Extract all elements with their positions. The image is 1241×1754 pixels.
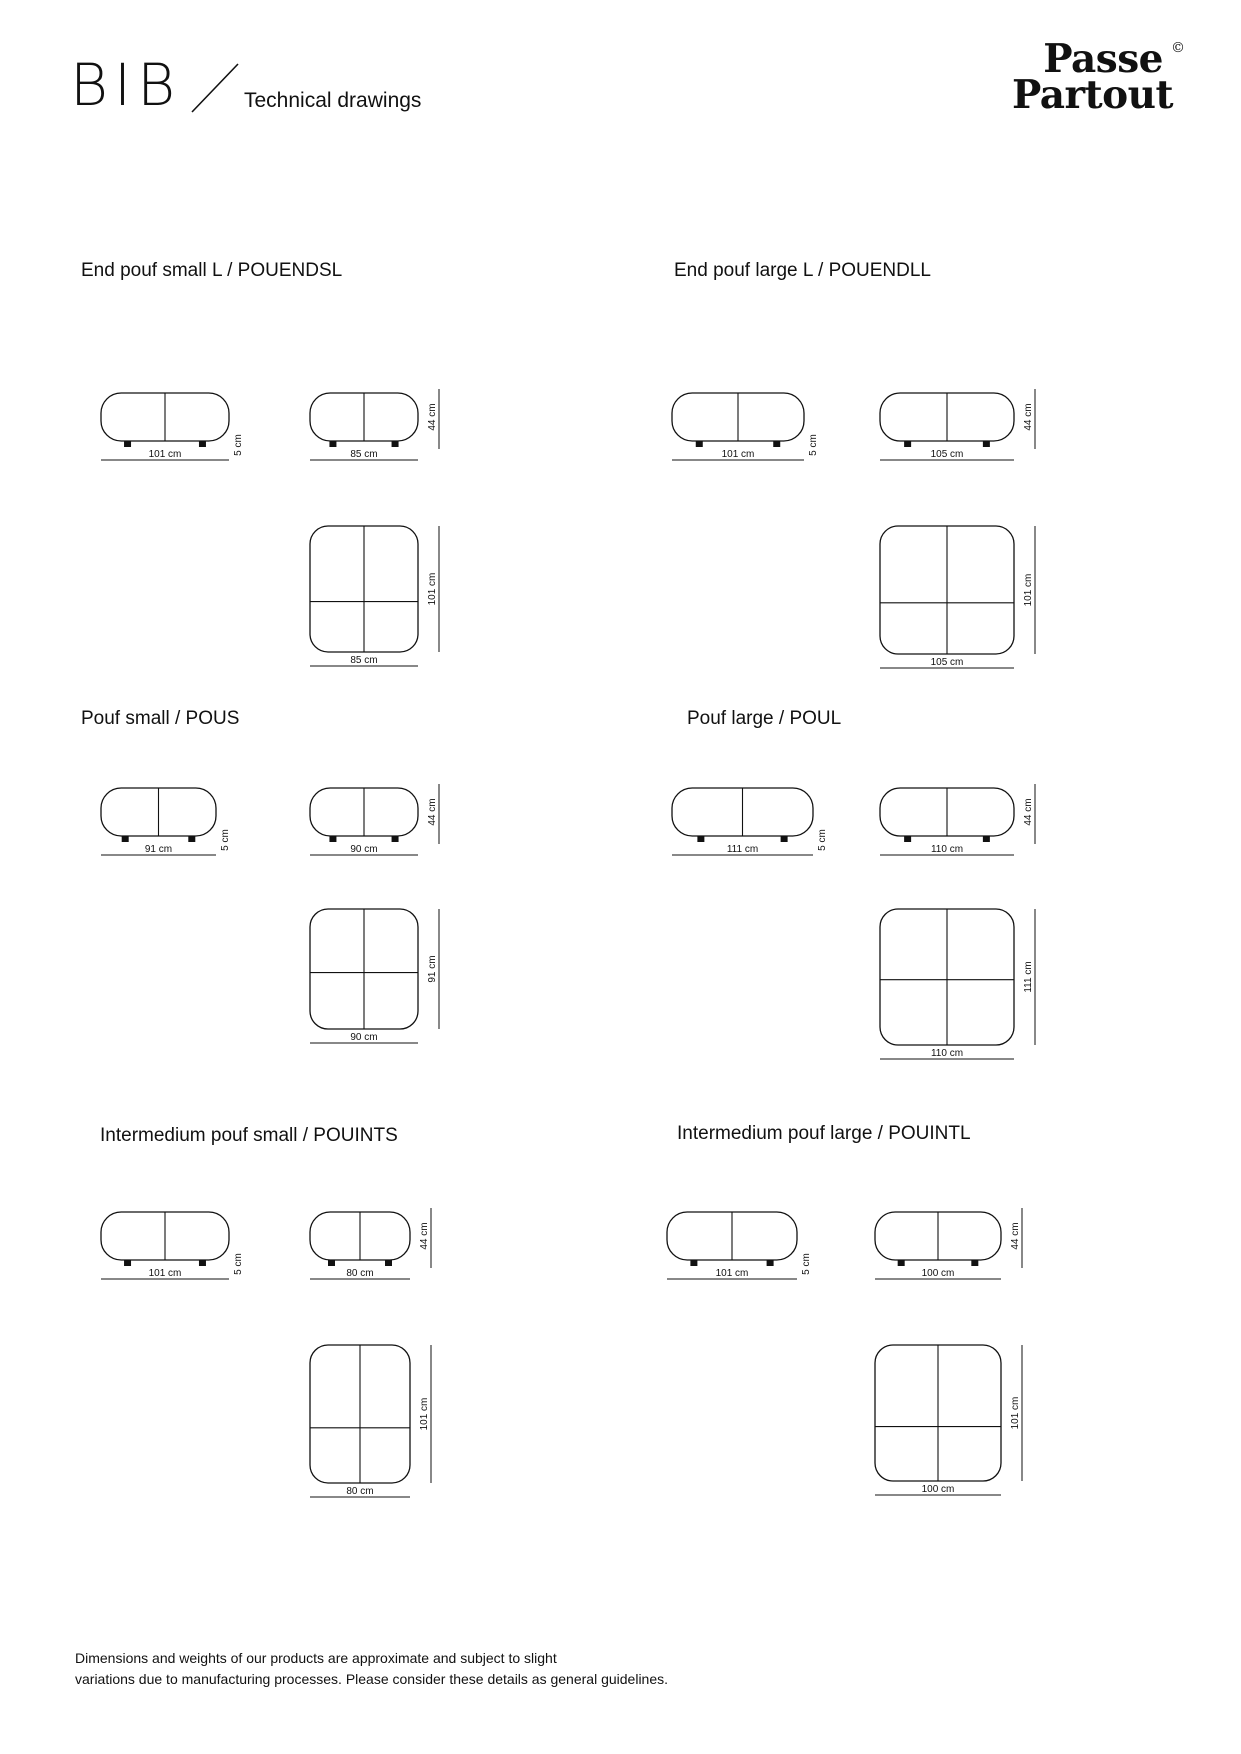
top-view-pouintl-depth-label: 101 cm bbox=[1010, 1396, 1021, 1430]
drawing-set-pouintl bbox=[667, 1208, 1022, 1495]
side-view-pouints-width-label: 80 cm bbox=[346, 1268, 374, 1279]
side-view-pous bbox=[310, 784, 439, 855]
top-view-pous bbox=[310, 909, 439, 1043]
side-view-pous-width-label: 90 cm bbox=[350, 844, 378, 855]
front-view-poul-leg-right bbox=[781, 836, 788, 842]
drawing-set-pous bbox=[101, 784, 439, 1043]
front-view-pouendsl-width-label: 101 cm bbox=[148, 449, 182, 460]
side-view-poul bbox=[880, 784, 1035, 855]
front-view-pouendsl-leg-left bbox=[124, 441, 131, 447]
side-view-pouendll-leg-right bbox=[983, 441, 990, 447]
top-view-pouintl bbox=[875, 1345, 1022, 1495]
side-view-pouendsl bbox=[310, 389, 439, 460]
section-title-pouints: Intermedium pouf small / POUINTS bbox=[100, 1125, 398, 1146]
front-view-pouints-leg-left bbox=[124, 1260, 131, 1266]
side-view-pouendsl-width-label: 85 cm bbox=[350, 449, 378, 460]
top-view-pouendsl-width-label: 85 cm bbox=[350, 655, 378, 666]
top-view-poul bbox=[880, 909, 1035, 1059]
top-view-pouendll-width-label: 105 cm bbox=[930, 657, 964, 668]
side-view-pouendll-width-label: 105 cm bbox=[930, 449, 964, 460]
drawing-set-pouints bbox=[101, 1208, 431, 1497]
section-title-pous: Pouf small / POUS bbox=[81, 708, 240, 729]
front-view-pouintl-leg-left bbox=[690, 1260, 697, 1266]
front-view-pouendsl bbox=[101, 393, 244, 460]
side-view-pouintl-width-label: 100 cm bbox=[921, 1268, 955, 1279]
front-view-pouintl-width-label: 101 cm bbox=[715, 1268, 749, 1279]
front-view-pous bbox=[101, 788, 231, 855]
side-view-poul-leg-left bbox=[904, 836, 911, 842]
top-view-pouendsl-depth-label: 101 cm bbox=[427, 572, 438, 606]
top-view-pous-depth-label: 91 cm bbox=[427, 955, 438, 983]
side-view-pouintl-leg-right bbox=[971, 1260, 978, 1266]
document-subtitle: Technical drawings bbox=[244, 89, 422, 112]
drawing-set-pouendll bbox=[672, 389, 1035, 668]
top-view-pouendll-depth-label: 101 cm bbox=[1023, 573, 1034, 607]
front-view-pouendsl-leg-right bbox=[199, 441, 206, 447]
front-view-pouendll-leg-height-label: 5 cm bbox=[808, 434, 819, 456]
front-view-poul-leg-height-label: 5 cm bbox=[817, 829, 828, 851]
top-view-pouints-width-label: 80 cm bbox=[346, 1486, 374, 1497]
side-view-pouints-leg-right bbox=[385, 1260, 392, 1266]
side-view-pouintl bbox=[875, 1208, 1022, 1279]
brand-name: BIB bbox=[70, 51, 182, 119]
top-view-poul-depth-label: 111 cm bbox=[1023, 961, 1034, 993]
side-view-pous-leg-right bbox=[392, 836, 399, 842]
front-view-pous-leg-right bbox=[188, 836, 195, 842]
disclaimer-line-2: variations due to manufacturing processes. Please consider these details as general guidelines. bbox=[75, 1671, 669, 1687]
front-view-poul-width-label: 111 cm bbox=[726, 844, 759, 855]
drawing-set-poul bbox=[672, 784, 1035, 1059]
front-view-pouints-leg-right bbox=[199, 1260, 206, 1266]
side-view-poul-leg-right bbox=[983, 836, 990, 842]
logo-copyright-mark: © bbox=[1171, 40, 1185, 56]
section-title-pouintl: Intermedium pouf large / POUINTL bbox=[677, 1123, 971, 1144]
disclaimer bbox=[75, 1648, 668, 1690]
front-view-pouendsl-leg-height-label: 5 cm bbox=[233, 434, 244, 456]
logo-word-passe: Passe bbox=[1043, 36, 1163, 82]
side-view-pouints bbox=[310, 1208, 431, 1279]
front-view-pous-leg-height-label: 5 cm bbox=[220, 829, 231, 851]
section-title-pouendll: End pouf large L / POUENDLL bbox=[674, 260, 931, 281]
section-title-pouendsl: End pouf small L / POUENDSL bbox=[81, 260, 343, 281]
front-view-pouendll-width-label: 101 cm bbox=[721, 449, 755, 460]
front-view-pouendll bbox=[672, 393, 819, 460]
side-view-pouendsl-height-label: 44 cm bbox=[427, 403, 438, 431]
side-view-pous-leg-left bbox=[329, 836, 336, 842]
drawing-set-pouendsl bbox=[101, 389, 439, 666]
side-view-pouendsl-leg-left bbox=[329, 441, 336, 447]
front-view-pouints bbox=[101, 1212, 244, 1279]
logo-word-partout: Partout bbox=[1012, 72, 1173, 118]
top-view-pouintl-width-label: 100 cm bbox=[921, 1484, 955, 1495]
side-view-pouintl-height-label: 44 cm bbox=[1010, 1222, 1021, 1250]
front-view-pouendll-leg-right bbox=[773, 441, 780, 447]
side-view-pouendll bbox=[880, 389, 1035, 460]
front-view-pouints-leg-height-label: 5 cm bbox=[233, 1253, 244, 1275]
side-view-pouendll-leg-left bbox=[904, 441, 911, 447]
side-view-pouendsl-leg-right bbox=[392, 441, 399, 447]
section-title-poul: Pouf large / POUL bbox=[687, 708, 842, 729]
top-view-pouints bbox=[310, 1345, 431, 1497]
front-view-pouintl-leg-height-label: 5 cm bbox=[801, 1253, 812, 1275]
front-view-pouintl-leg-right bbox=[767, 1260, 774, 1266]
side-view-poul-width-label: 110 cm bbox=[930, 844, 964, 855]
top-view-pouints-depth-label: 101 cm bbox=[419, 1397, 430, 1431]
top-view-poul-width-label: 110 cm bbox=[930, 1048, 964, 1059]
front-view-pous-leg-left bbox=[122, 836, 129, 842]
top-view-pouendsl bbox=[310, 526, 439, 666]
front-view-poul bbox=[672, 788, 828, 855]
side-view-pouints-height-label: 44 cm bbox=[419, 1222, 430, 1250]
front-view-pouendll-leg-left bbox=[696, 441, 703, 447]
side-view-pouintl-leg-left bbox=[898, 1260, 905, 1266]
side-view-pouendll-height-label: 44 cm bbox=[1023, 403, 1034, 431]
side-view-pous-height-label: 44 cm bbox=[427, 798, 438, 826]
side-view-pouints-leg-left bbox=[328, 1260, 335, 1266]
front-view-pouintl bbox=[667, 1212, 812, 1279]
front-view-pouints-width-label: 101 cm bbox=[148, 1268, 182, 1279]
front-view-pous-width-label: 91 cm bbox=[144, 844, 173, 855]
front-view-poul-leg-left bbox=[697, 836, 704, 842]
side-view-poul-height-label: 44 cm bbox=[1023, 798, 1034, 826]
disclaimer-line-1: Dimensions and weights of our products are approximate and subject to slight bbox=[75, 1650, 557, 1666]
top-view-pous-width-label: 90 cm bbox=[350, 1032, 378, 1043]
top-view-pouendll bbox=[880, 526, 1035, 668]
